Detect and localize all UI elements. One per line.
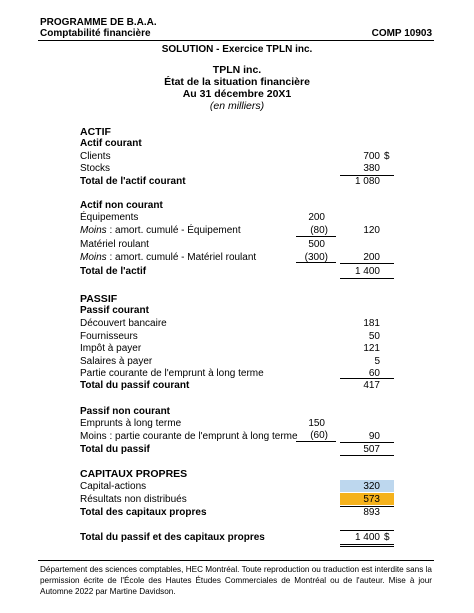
- passif-courant-value: 50: [368, 330, 380, 342]
- footer-rule: [38, 560, 434, 561]
- course-name: Comptabilité financière: [40, 28, 151, 39]
- currency-symbol: $: [384, 532, 390, 543]
- passif-courant-value: 181: [363, 318, 380, 329]
- total-passif-courant-value: 417: [363, 380, 380, 391]
- stocks-label: Stocks: [80, 163, 111, 174]
- subtotal-rule: [296, 441, 336, 442]
- emprunts-net: 90: [368, 431, 380, 442]
- total-capitaux-value: 893: [363, 507, 380, 518]
- passif-courant-label: Partie courante de l'emprunt à long terme: [80, 368, 264, 379]
- passif-courant-value: 121: [363, 343, 380, 354]
- statement-name: État de la situation financière: [164, 76, 310, 88]
- resultats-label: Résultats non distribués: [80, 494, 187, 505]
- passif-courant-label: Découvert bancaire: [80, 318, 167, 329]
- subtotal-rule: [340, 378, 394, 379]
- passif-heading: PASSIF: [80, 293, 118, 305]
- subtotal-rule: [340, 442, 394, 443]
- grand-total-label: Total du passif et des capitaux propres: [80, 532, 265, 543]
- total-passif-courant-label: Total du passif courant: [80, 380, 190, 391]
- materiel-net: 200: [363, 252, 380, 263]
- capital-label: Capital-actions: [80, 481, 147, 492]
- materiel-label: Matériel roulant: [80, 239, 149, 250]
- resultats-value: 573: [363, 494, 380, 505]
- actif-courant-heading: Actif courant: [80, 138, 142, 149]
- program-name: PROGRAMME DE B.A.A.: [40, 17, 157, 28]
- capital-value: 320: [363, 481, 380, 492]
- total-capitaux-label: Total des capitaux propres: [80, 507, 207, 518]
- stocks-value: 380: [363, 163, 380, 174]
- total-rule: [340, 544, 394, 545]
- equipements-net: 120: [363, 225, 380, 236]
- amort-equipement-label: [80, 225, 241, 236]
- total-passif-label: Total du passif: [80, 444, 150, 455]
- solution-title: SOLUTION - Exercice TPLN inc.: [161, 44, 313, 55]
- actif-non-courant-heading: Actif non courant: [80, 200, 163, 211]
- total-rule: [340, 546, 394, 547]
- course-code: COMP 10903: [371, 28, 432, 39]
- header-rule: [38, 40, 434, 41]
- footer-text: Département des sciences comptables, HEC Montréal. Toute reproduction ou traduction est interdite sans la permission écrite de l'École des Hautes Études Commerciales de Montréal ou de l'auteur. Mise à jour Automne 2022 par Martine Davidson.: [40, 565, 432, 596]
- company-name: TPLN inc.: [212, 64, 262, 76]
- grand-total-value: 1 400: [354, 532, 380, 543]
- passif-courant-label: Fournisseurs: [80, 330, 138, 342]
- subtotal-rule: [340, 530, 394, 531]
- amort-equipement-value: (80): [310, 225, 328, 236]
- amort-materiel-text: : amort. cumulé - Matériel roulant: [106, 252, 257, 263]
- equipements-gross: 200: [308, 212, 325, 223]
- passif-courant-label: Impôt à payer: [80, 343, 142, 354]
- capitaux-heading: CAPITAUX PROPRES: [80, 468, 188, 480]
- total-actif-label: Total de l'actif: [80, 266, 147, 277]
- total-actif-value: 1 400: [354, 266, 380, 277]
- total-actif-courant-value: 1 080: [354, 176, 380, 187]
- moins-prefix: Moins: [80, 225, 107, 236]
- amort-equipement-text: : amort. cumulé - Équipement: [106, 225, 241, 236]
- equipements-label: Équipements: [80, 212, 139, 223]
- amort-materiel-value: (300): [304, 252, 328, 263]
- amort-materiel-label: [80, 252, 256, 263]
- passif-courant-value: 5: [374, 355, 380, 367]
- total-passif-value: 507: [363, 444, 380, 455]
- subtotal-rule: [340, 263, 394, 264]
- passif-courant-label: Salaires à payer: [80, 355, 153, 367]
- clients-label: Clients: [80, 151, 111, 162]
- subtotal-rule: [296, 262, 336, 263]
- subtotal-rule: [296, 236, 336, 237]
- moins-partie-courante-value: (60): [310, 430, 328, 441]
- clients-value: 700: [363, 151, 380, 162]
- actif-heading: ACTIF: [80, 126, 111, 138]
- total-actif-courant-label: Total de l'actif courant: [80, 176, 186, 187]
- moins-prefix: Moins: [80, 252, 107, 263]
- emprunts-gross: 150: [308, 418, 325, 429]
- statement-date: Au 31 décembre 20X1: [182, 88, 292, 100]
- passif-courant-heading: Passif courant: [80, 305, 149, 316]
- total-rule: [340, 278, 394, 279]
- passif-courant-value: 60: [368, 368, 380, 379]
- total-rule: [340, 455, 394, 456]
- currency-symbol: $: [384, 151, 390, 162]
- moins-partie-courante-label: Moins : partie courante de l'emprunt à long terme: [80, 431, 298, 442]
- passif-non-courant-heading: Passif non courant: [80, 406, 171, 417]
- emprunts-label: Emprunts à long terme: [80, 418, 182, 429]
- materiel-gross: 500: [308, 239, 325, 250]
- statement-unit: (en milliers): [209, 100, 265, 112]
